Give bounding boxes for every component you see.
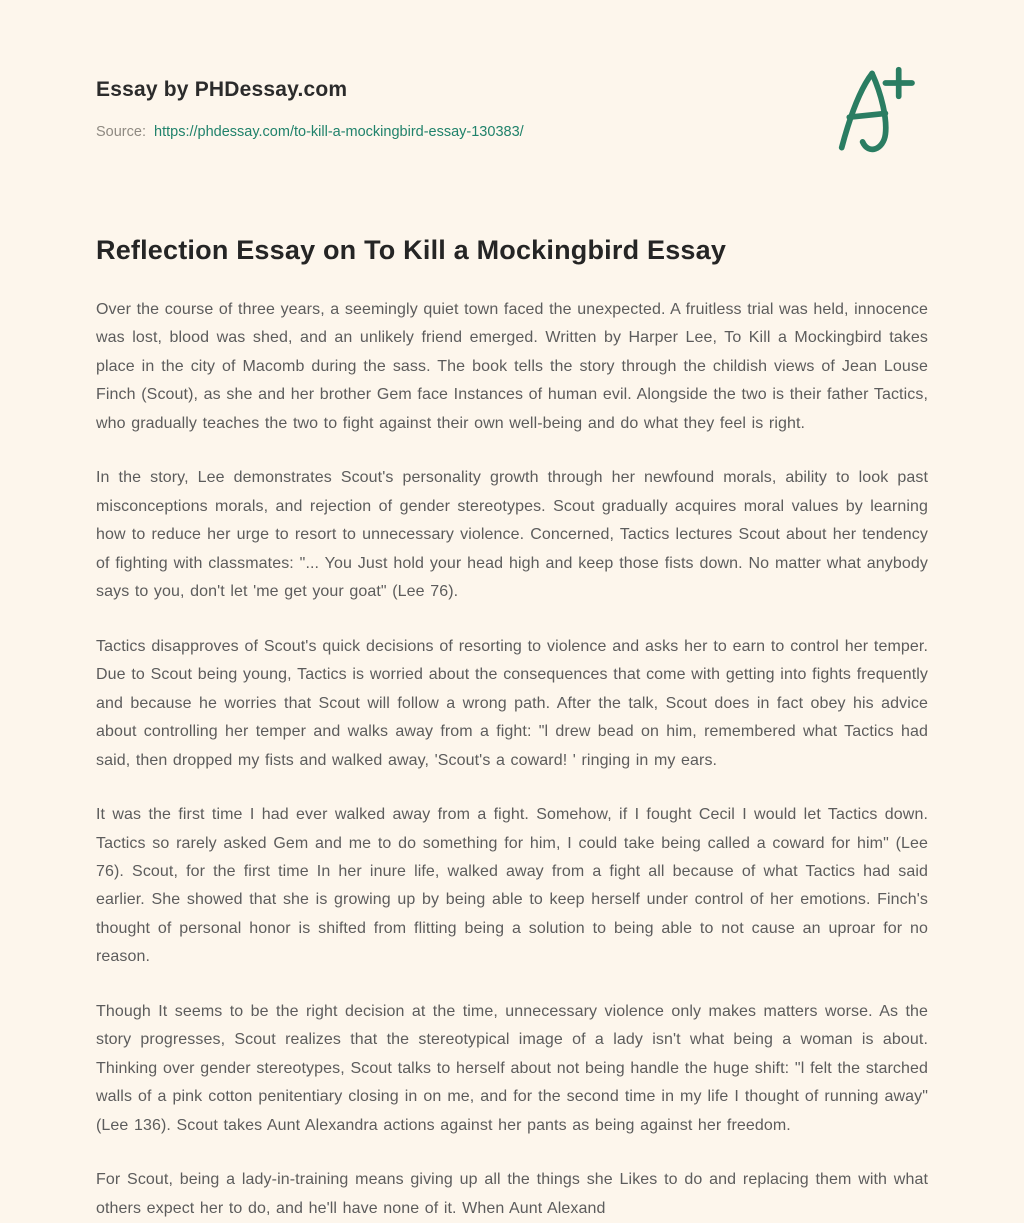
essay-paragraph-2: In the story, Lee demonstrates Scout's personality growth through her newfound morals, ability to look past misconceptions morals, and rejection of gender stereotypes. Scout gradually acquires moral values by learning how to reduce her urge to resort to unnecessary violence. Concerned, Tactics lectures Scout about her tendency of fighting with classmates: "... You Just hold your head high and keep those fists down. No matter what anybody says to you, don't let 'me get your goat" (Lee 76). <box>96 469 928 601</box>
site-brand: Essay by PHDessay.com <box>96 78 348 101</box>
a-plus-logo-icon <box>824 64 924 159</box>
essay-paragraph-6: For Scout, being a lady-in-training means giving up all the things she Likes to do and replacing them with what others expect her to do, and he'll have none of it. When Aunt Alexand <box>96 1171 928 1217</box>
essay-paragraph-3: Tactics disapproves of Scout's quick decisions of resorting to violence and asks her to earn to control her temper. Due to Scout being young, Tactics is worried about the consequences that come with getting into fights frequently and because he worries that Scout will follow a wrong path. After the talk, Scout does in fact obey his advice about controlling her temper and walks away from a fight: "l drew bead on him, remembered what Tactics had said, then dropped my fists and walked away, 'Scout's a coward! ' ringing in my ears. <box>96 637 928 769</box>
source-label: Source: <box>96 124 146 140</box>
page-header <box>96 64 928 159</box>
source-url-link[interactable]: https://phdessay.com/to-kill-a-mockingbird-essay-130383/ <box>154 124 524 140</box>
essay-paragraph-1: Over the course of three years, a seemingly quiet town faced the unexpected. A fruitless trial was held, innocence was lost, blood was shed, and an unlikely friend emerged. Written by Harper Lee, To Kill a Mockingbird takes place in the city of Macomb during the sass. The book tells the story through the childish views of Jean Louse Finch (Scout), as she and her brother Gem face Instances of human evil. Alongside the two is their father Tactics, who gradually teaches the two to fight against their own well-being and do what they feel is right. <box>96 301 928 432</box>
essay-paragraph-4: It was the first time I had ever walked away from a fight. Somehow, if I fought Cecil I would let Tactics down. Tactics so rarely asked Gem and me to do something for him, I could take being called a coward for him" (Lee 76). Scout, for the first time In her inure life, walked away from a fight all because of what Tactics had said earlier. She showed that she is growing up by being able to keep herself under control of her emotions. Finch's thought of personal honor is shifted from flitting being a solution to being able to not cause an uproar for no reason. <box>96 806 928 966</box>
source-line <box>96 124 524 140</box>
header-text-block <box>96 64 524 140</box>
essay-title: Reflection Essay on To Kill a Mockingbird Essay <box>96 235 727 265</box>
phdessay-logo <box>824 64 924 159</box>
essay-body <box>96 296 928 1223</box>
essay-paragraph-5: Though It seems to be the right decision at the time, unnecessary violence only makes matters worse. As the story progresses, Scout realizes that the stereotypical image of a lady isn't what being a woman is about. Thinking over gender stereotypes, Scout talks to herself about not being handle the huge shift: "l felt the starched walls of a pink cotton penitentiary closing in on me, and for the second time in my life I thought of running away" (Lee 136). Scout takes Aunt Alexandra actions against her pants as being against her freedom. <box>96 1002 928 1134</box>
